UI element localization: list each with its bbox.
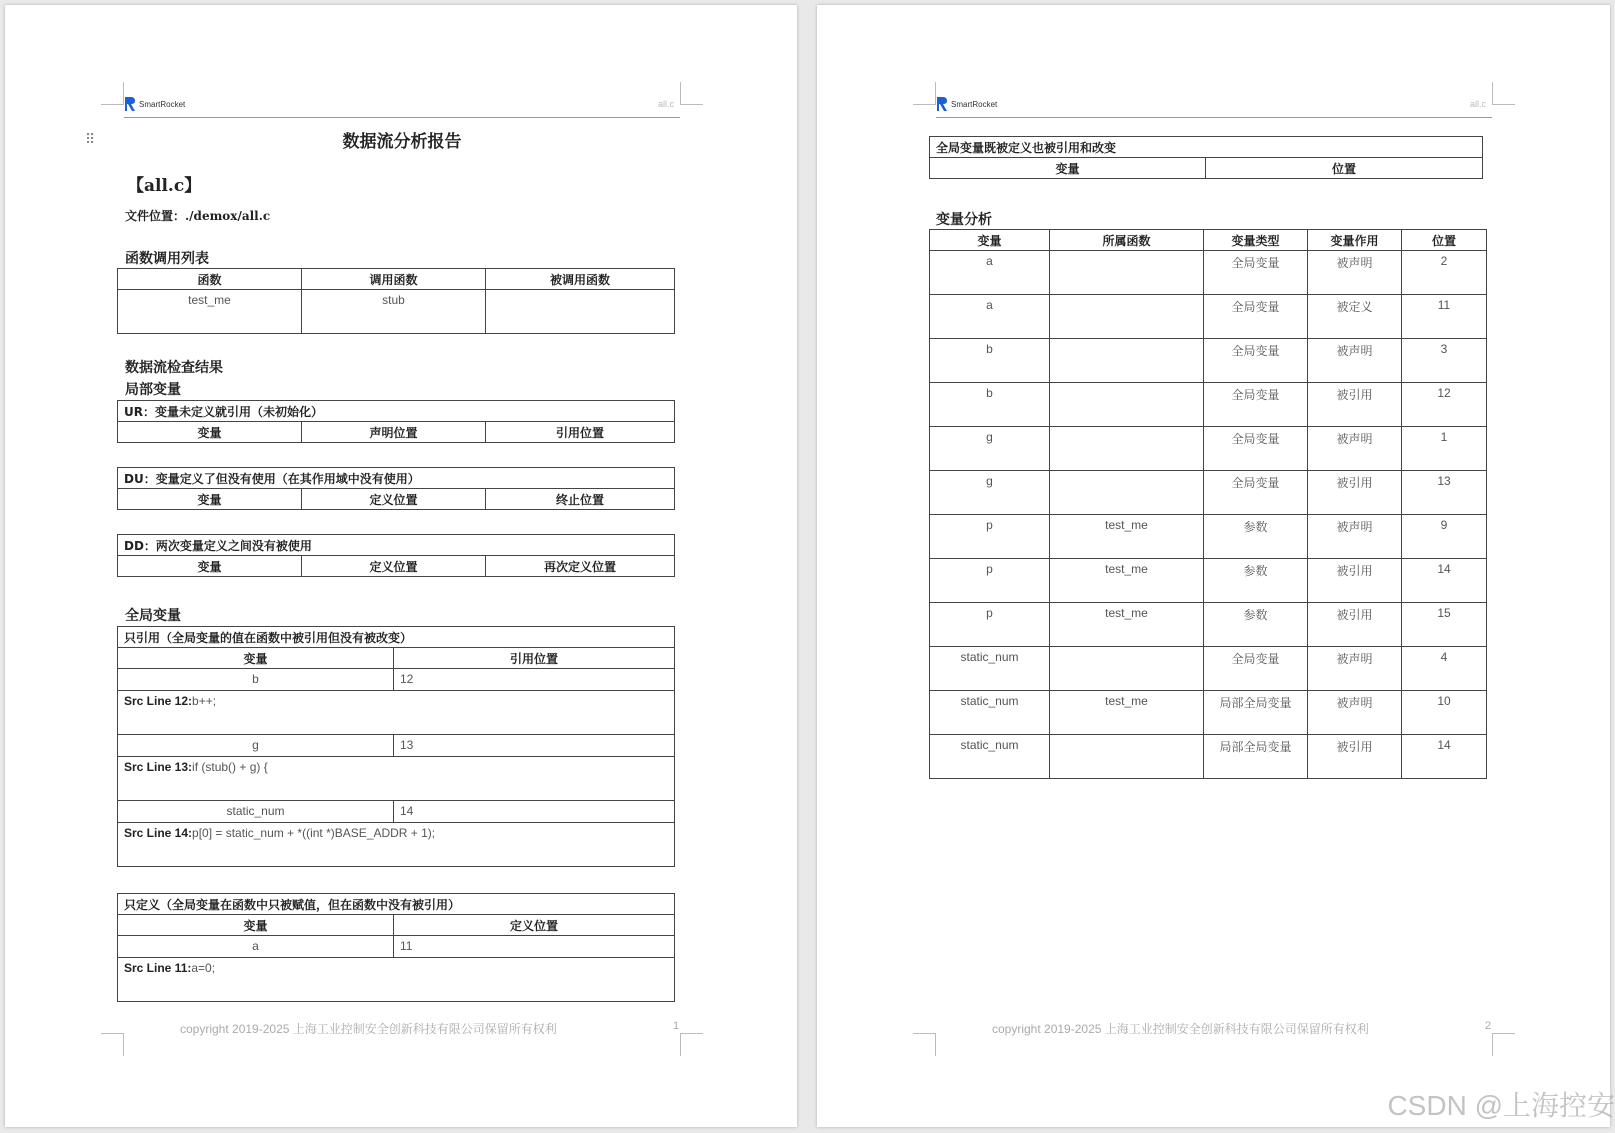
header-cell: 位置 bbox=[1206, 158, 1483, 179]
call-list-table bbox=[117, 268, 675, 334]
table-cell: p bbox=[930, 603, 1050, 647]
table-row bbox=[930, 251, 1487, 295]
file-title: 【all.c】 bbox=[127, 176, 202, 196]
table-cell: 全局变量 bbox=[1204, 295, 1308, 339]
table-cell: test_me bbox=[118, 290, 302, 334]
header-cell: 声明位置 bbox=[302, 422, 486, 443]
table-cell: static_num bbox=[930, 735, 1050, 779]
brand-name: SmartRocket bbox=[951, 99, 998, 109]
var-cell: b bbox=[118, 669, 394, 691]
table-cell: 被引用 bbox=[1308, 383, 1402, 427]
page-number: 1 bbox=[673, 1020, 680, 1032]
header-cell: 定义位置 bbox=[394, 915, 675, 936]
table-cell: p bbox=[930, 515, 1050, 559]
table-cell: 参数 bbox=[1204, 515, 1308, 559]
header-cell: 变量 bbox=[118, 915, 394, 936]
table-header-row bbox=[118, 489, 675, 510]
page-header bbox=[936, 90, 1492, 118]
header-cell: 变量 bbox=[118, 489, 302, 510]
header-cell: 变量 bbox=[118, 556, 302, 577]
table-cell: test_me bbox=[1050, 603, 1204, 647]
brand-logo bbox=[936, 96, 997, 112]
table-row bbox=[930, 383, 1487, 427]
table-cell: 全局变量 bbox=[1204, 251, 1308, 295]
table-cell: b bbox=[930, 339, 1050, 383]
table-cell: 13 bbox=[1402, 471, 1487, 515]
table-row bbox=[930, 559, 1487, 603]
brand-name: SmartRocket bbox=[139, 99, 186, 109]
table-row bbox=[930, 295, 1487, 339]
page-header bbox=[124, 90, 680, 118]
brand-logo bbox=[124, 96, 185, 112]
table-cell: 全局变量 bbox=[1204, 339, 1308, 383]
report-page-2 bbox=[817, 5, 1610, 1127]
crop-mark bbox=[680, 82, 703, 105]
src-line-cell: Src Line 11:a=0; bbox=[118, 958, 675, 1002]
table-cell: g bbox=[930, 427, 1050, 471]
report-page-1 bbox=[5, 5, 797, 1127]
table-cell: test_me bbox=[1050, 691, 1204, 735]
header-cell: 定义位置 bbox=[302, 489, 486, 510]
table-caption: DD：两次变量定义之间没有被使用 bbox=[118, 535, 675, 556]
header-cell: 变量 bbox=[930, 230, 1050, 251]
table-row bbox=[930, 603, 1487, 647]
var-cell: a bbox=[118, 936, 394, 958]
table-cell: 局部全局变量 bbox=[1204, 735, 1308, 779]
table-cell: 15 bbox=[1402, 603, 1487, 647]
table-cell: 14 bbox=[1402, 559, 1487, 603]
global-variables-heading: 全局变量 bbox=[125, 608, 181, 624]
table-caption: DU：变量定义了但没有使用（在其作用域中没有使用） bbox=[118, 468, 675, 489]
table-cell: 全局变量 bbox=[1204, 427, 1308, 471]
header-cell: 所属函数 bbox=[1050, 230, 1204, 251]
variable-analysis-table bbox=[929, 229, 1487, 779]
table-header-row bbox=[118, 915, 675, 936]
header-cell: 再次定义位置 bbox=[486, 556, 675, 577]
table-cell: 参数 bbox=[1204, 603, 1308, 647]
file-location: 文件位置：./demox/all.c bbox=[125, 209, 271, 223]
table-cell: 4 bbox=[1402, 647, 1487, 691]
table-cell: 参数 bbox=[1204, 559, 1308, 603]
pos-cell: 14 bbox=[394, 801, 675, 823]
table-cell: 全局变量 bbox=[1204, 383, 1308, 427]
table-row bbox=[930, 515, 1487, 559]
table-row bbox=[930, 735, 1487, 779]
table-cell: 2 bbox=[1402, 251, 1487, 295]
pos-cell: 11 bbox=[394, 936, 675, 958]
crop-mark bbox=[913, 1033, 936, 1056]
table-caption: UR：变量未定义就引用（未初始化） bbox=[118, 401, 675, 422]
page-number: 2 bbox=[1485, 1020, 1492, 1032]
header-cell: 函数 bbox=[118, 269, 302, 290]
table-cell: p bbox=[930, 559, 1050, 603]
table-header-row bbox=[118, 422, 675, 443]
table-cell: 被声明 bbox=[1308, 251, 1402, 295]
table-cell: 9 bbox=[1402, 515, 1487, 559]
header-cell: 定义位置 bbox=[302, 556, 486, 577]
table-row bbox=[930, 339, 1487, 383]
header-cell: 被调用函数 bbox=[486, 269, 675, 290]
table-row bbox=[930, 691, 1487, 735]
table-caption: 全局变量既被定义也被引用和改变 bbox=[930, 137, 1483, 158]
table-cell bbox=[1050, 735, 1204, 779]
page-footer: copyright 2019-2025 上海工业控制安全创新科技有限公司保留所有权利 bbox=[180, 1022, 557, 1036]
table-cell: 被声明 bbox=[1308, 647, 1402, 691]
call-list-heading: 函数调用列表 bbox=[125, 251, 209, 267]
table-cell: 被引用 bbox=[1308, 603, 1402, 647]
table-cell: static_num bbox=[930, 647, 1050, 691]
smartrocket-logo-icon bbox=[124, 96, 136, 112]
crop-mark bbox=[1492, 1033, 1515, 1056]
crop-mark bbox=[680, 1033, 703, 1056]
ref-only-table bbox=[117, 626, 675, 867]
table-row bbox=[930, 471, 1487, 515]
table-header-row bbox=[930, 230, 1487, 251]
table-cell: b bbox=[930, 383, 1050, 427]
table-row bbox=[118, 801, 675, 823]
table-row bbox=[930, 427, 1487, 471]
def-only-table bbox=[117, 893, 675, 1002]
table-cell: test_me bbox=[1050, 559, 1204, 603]
table-cell bbox=[1050, 383, 1204, 427]
table-cell: static_num bbox=[930, 691, 1050, 735]
table-cell bbox=[1050, 471, 1204, 515]
both-defined-referenced-table bbox=[929, 136, 1483, 179]
table-cell: 被声明 bbox=[1308, 515, 1402, 559]
crop-mark bbox=[101, 82, 124, 105]
table-cell: 12 bbox=[1402, 383, 1487, 427]
smartrocket-logo-icon bbox=[936, 96, 948, 112]
table-row bbox=[118, 735, 675, 757]
table-cell: 被声明 bbox=[1308, 339, 1402, 383]
table-cell: 11 bbox=[1402, 295, 1487, 339]
table-caption: 只定义（全局变量在函数中只被赋值，但在函数中没有被引用） bbox=[118, 894, 675, 915]
table-cell bbox=[1050, 251, 1204, 295]
header-cell: 调用函数 bbox=[302, 269, 486, 290]
crop-mark bbox=[913, 82, 936, 105]
du-table bbox=[117, 467, 675, 510]
src-line-cell: Src Line 12:b++; bbox=[118, 691, 675, 735]
header-cell: 变量 bbox=[118, 648, 394, 669]
pos-cell: 13 bbox=[394, 735, 675, 757]
page-footer: copyright 2019-2025 上海工业控制安全创新科技有限公司保留所有权利 bbox=[992, 1022, 1369, 1036]
ur-table bbox=[117, 400, 675, 443]
table-header-row bbox=[930, 158, 1483, 179]
drag-handle-icon[interactable]: ⠿ bbox=[85, 132, 94, 148]
header-cell: 变量类型 bbox=[1204, 230, 1308, 251]
table-caption: 只引用（全局变量的值在函数中被引用但没有被改变） bbox=[118, 627, 675, 648]
pos-cell: 12 bbox=[394, 669, 675, 691]
table-cell: stub bbox=[302, 290, 486, 334]
table-header-row bbox=[118, 269, 675, 290]
table-header-row bbox=[118, 556, 675, 577]
table-cell: a bbox=[930, 251, 1050, 295]
table-row bbox=[118, 936, 675, 958]
header-cell: 变量 bbox=[118, 422, 302, 443]
table-cell bbox=[1050, 427, 1204, 471]
table-cell: 3 bbox=[1402, 339, 1487, 383]
table-cell: 10 bbox=[1402, 691, 1487, 735]
table-cell: a bbox=[930, 295, 1050, 339]
local-variables-heading: 局部变量 bbox=[125, 382, 181, 398]
table-row bbox=[930, 647, 1487, 691]
table-cell: 被引用 bbox=[1308, 471, 1402, 515]
header-cell: 位置 bbox=[1402, 230, 1487, 251]
header-file-name: all.c bbox=[657, 99, 674, 109]
document-title: 数据流分析报告 bbox=[342, 132, 462, 152]
crop-mark bbox=[101, 1033, 124, 1056]
table-row bbox=[118, 669, 675, 691]
src-line-cell: Src Line 14:p[0] = static_num + *((int *)BASE_ADDR + 1); bbox=[118, 823, 675, 867]
table-cell: 被引用 bbox=[1308, 559, 1402, 603]
table-cell: 被引用 bbox=[1308, 735, 1402, 779]
watermark: CSDN @上海控安 bbox=[1387, 1090, 1615, 1121]
var-cell: static_num bbox=[118, 801, 394, 823]
header-cell: 终止位置 bbox=[486, 489, 675, 510]
table-row bbox=[118, 290, 675, 334]
header-file-name: all.c bbox=[1469, 99, 1486, 109]
table-cell: 全局变量 bbox=[1204, 471, 1308, 515]
table-cell bbox=[1050, 295, 1204, 339]
header-cell: 变量作用 bbox=[1308, 230, 1402, 251]
table-row bbox=[118, 691, 675, 735]
table-cell: 1 bbox=[1402, 427, 1487, 471]
table-row bbox=[118, 823, 675, 867]
variable-analysis-heading: 变量分析 bbox=[936, 212, 992, 228]
table-cell: g bbox=[930, 471, 1050, 515]
table-cell: 局部全局变量 bbox=[1204, 691, 1308, 735]
table-cell: 被定义 bbox=[1308, 295, 1402, 339]
var-cell: g bbox=[118, 735, 394, 757]
header-cell: 变量 bbox=[930, 158, 1206, 179]
table-row bbox=[118, 757, 675, 801]
crop-mark bbox=[1492, 82, 1515, 105]
table-row bbox=[118, 958, 675, 1002]
table-cell: 被声明 bbox=[1308, 427, 1402, 471]
header-cell: 引用位置 bbox=[394, 648, 675, 669]
table-cell: test_me bbox=[1050, 515, 1204, 559]
table-cell bbox=[486, 290, 675, 334]
table-cell: 全局变量 bbox=[1204, 647, 1308, 691]
table-header-row bbox=[118, 648, 675, 669]
dd-table bbox=[117, 534, 675, 577]
table-cell bbox=[1050, 339, 1204, 383]
src-line-cell: Src Line 13:if (stub() + g) { bbox=[118, 757, 675, 801]
check-result-heading: 数据流检查结果 bbox=[125, 360, 223, 376]
table-cell bbox=[1050, 647, 1204, 691]
table-cell: 被声明 bbox=[1308, 691, 1402, 735]
header-cell: 引用位置 bbox=[486, 422, 675, 443]
table-cell: 14 bbox=[1402, 735, 1487, 779]
